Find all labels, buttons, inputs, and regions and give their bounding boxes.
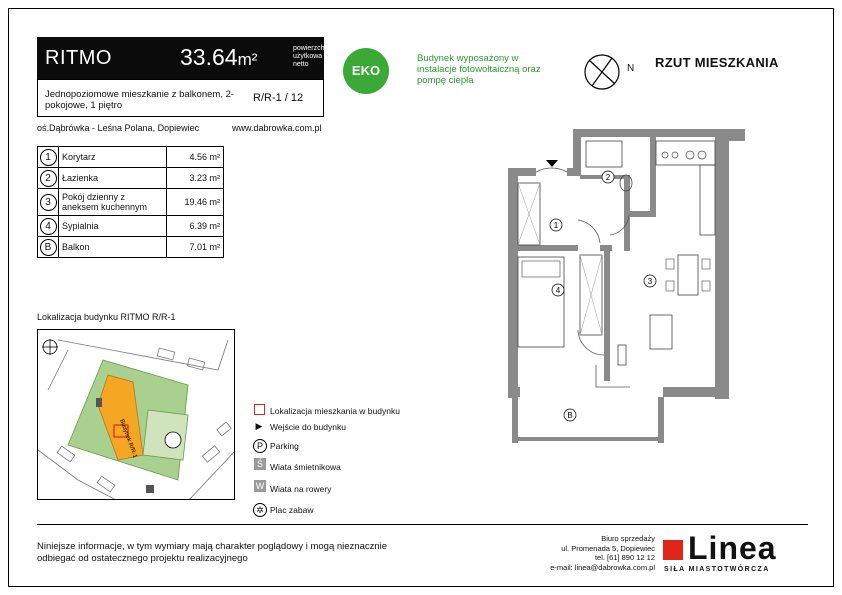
area-note: powierzchnia użytkowa netto [293, 45, 334, 68]
apartment-header [37, 37, 334, 79]
room-area: 7.01 m² [167, 237, 224, 258]
room-label: 3 [647, 277, 653, 286]
apartment-code: R/R-1 / 12 [253, 92, 304, 104]
location-text: oś.Dąbrówka - Leśna Polana, Dopiewiec [37, 123, 200, 133]
rooms-table [37, 146, 224, 258]
table-row [38, 237, 224, 258]
apartment-location-icon [254, 404, 265, 415]
room-number: 3 [40, 194, 57, 211]
room-label: 2 [605, 173, 611, 182]
disclaimer: Niniejsze informacje, w tym wymiary mają charakter poglądowy i mogą nieznacznie odbiegać od ostatecznego projektu realizacyjnego [37, 541, 388, 564]
room-area: 19.46 m² [167, 189, 224, 216]
building-name: RITMO [45, 47, 112, 69]
sales-office [540, 534, 655, 572]
legend-label: Wiata śmietnikowa [270, 462, 341, 472]
room-name: Łazienka [59, 168, 167, 189]
room-area: 3.23 m² [167, 168, 224, 189]
legend-label: Wejście do budynku [270, 422, 346, 432]
parking-icon: P [253, 439, 267, 453]
legend-label: Plac zabaw [270, 505, 314, 515]
room-area: 6.39 m² [167, 216, 224, 237]
room-label: 1 [553, 221, 559, 230]
legend-label: Parking [270, 441, 299, 451]
brand-logo: Linea [688, 530, 777, 566]
entrance-arrow-icon [546, 160, 558, 167]
playground-icon [165, 432, 181, 448]
legend-label: Wiata na rowery [270, 484, 332, 494]
room-number: 2 [40, 170, 57, 187]
table-row [38, 216, 224, 237]
footer-divider [37, 524, 808, 525]
office-phone: tel. [61] 890 12 12 [594, 553, 655, 562]
room-name: Pokój dzienny z aneksem kuchennym [59, 189, 167, 216]
room-label: B [567, 411, 573, 420]
playground-legend-icon: ✲ [253, 503, 267, 517]
room-label: 4 [555, 286, 561, 295]
plan-title: RZUT MIESZKANIA [655, 55, 779, 70]
eko-description: Budynek wyposażony w instalacje fotowoltaiczną oraz pompę ciepła [417, 53, 541, 86]
trash-shelter-icon: Ś [254, 458, 266, 470]
office-address: ul. Promenada 5, Dopiewiec [561, 543, 655, 553]
room-name: Sypialnia [59, 216, 167, 237]
floor-plan [500, 125, 745, 445]
room-name: Balkon [59, 237, 167, 258]
apartment-description: Jednopoziomowe mieszkanie z balkonem, 2-pokojowe, 1 piętro [45, 89, 235, 111]
office-email[interactable]: e-mail: linea@dabrowka.com.pl [550, 562, 655, 572]
table-row [38, 168, 224, 189]
office-title: Biuro sprzedaży [601, 534, 655, 543]
room-number: 4 [40, 218, 57, 235]
site-map-drawing [38, 330, 235, 500]
bike-shelter-icon: W [255, 481, 265, 491]
balcony [512, 397, 664, 443]
brand-tagline: SIŁA MIASTOTWÓRCZA [664, 566, 770, 573]
compass-icon [582, 52, 622, 92]
apartment-area: 33.64m² [180, 44, 258, 70]
table-row [38, 189, 224, 216]
site-map [37, 329, 235, 500]
eko-badge: EKO [343, 48, 389, 94]
legend-label: Lokalizacja mieszkania w budynku [270, 406, 400, 416]
room-number: 1 [40, 149, 57, 166]
plan-walls [508, 129, 745, 399]
door-swings [536, 168, 630, 387]
room-number: B [40, 239, 57, 256]
north-label: N [627, 63, 635, 74]
apartment-info [37, 79, 324, 117]
brand-logo-square [663, 540, 683, 560]
website-link[interactable]: www.dabrowka.com.pl [232, 123, 322, 133]
table-row [38, 147, 224, 168]
map-title: Lokalizacja budynku RITMO R/R-1 [37, 312, 176, 322]
room-area: 4.56 m² [167, 147, 224, 168]
building-label: Budynek R/R-1 [118, 418, 138, 459]
entrance-icon: ▶ [255, 421, 263, 431]
room-name: Korytarz [59, 147, 167, 168]
